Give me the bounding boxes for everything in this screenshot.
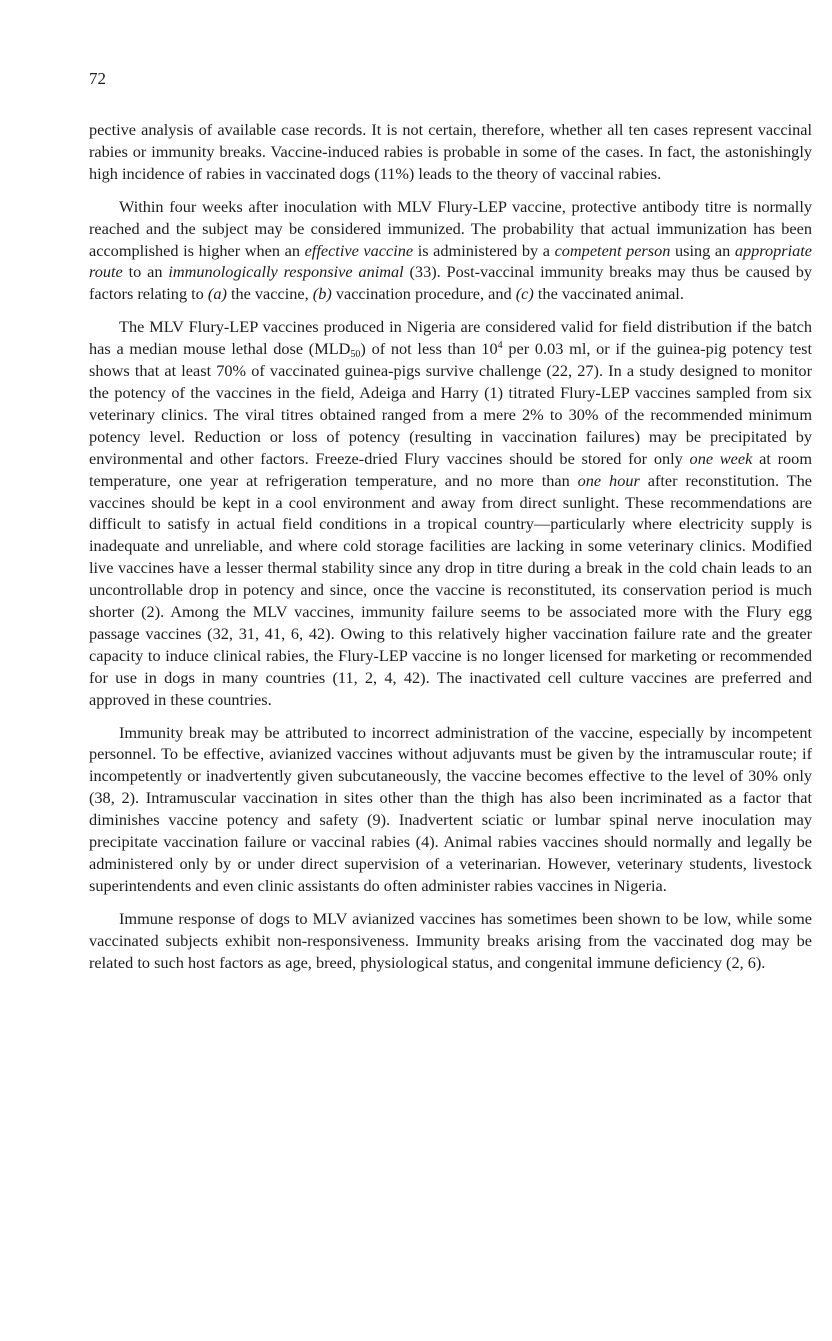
text-run: per 0.03 ml, or if the guinea-pig potency test shows that at least 70% of vaccinated guinea-pigs survive challenge (22, 27). In a study designed to monitor the potency of the vaccines in the field, Adeiga and Harry (1) titrated Flury-LEP vaccines sampled from six veterinary clinics. The viral titres obtained ranged from a mere 2% to 30% of the recommended minimum potency level. Reduction or loss of potency (resulting in vaccination failures) may be precipitated by environmental and other factors. Freeze-dried Flury vaccines should be stored for only — [89, 339, 813, 468]
text-run: (33). Post-vaccinal immunity breaks may thus be caused by factors relating to — [89, 262, 813, 304]
text-run: pective analysis of available case records. It is not certain, therefore, whether all ten cases represent vaccinal rabies or immunity breaks. Vaccine-induced rabies is probable in some of the cases. In fact, the astonishingly high incidence of rabies in vaccinated dogs (11%) leads to the theory of vaccinal rabies. — [89, 120, 812, 183]
text-run: using an — [670, 240, 735, 260]
text-run: Immune response of dogs to MLV avianized vaccines has sometimes been shown to be low, while some vaccinated subjects exhibit non-responsiveness. Immunity breaks arising from the vaccinated dog may be related to such host factors as age, breed, physiological status, and congenital immune deficiency (2, 6). — [89, 908, 812, 972]
paragraph — [89, 119, 812, 185]
italic-text: effective vaccine — [304, 240, 414, 260]
text-run: The MLV Flury-LEP vaccines produced in Nigeria are considered valid for field distribution if the batch has a median mouse lethal dose (MLD — [89, 317, 812, 359]
italic-text: appropriate route — [89, 240, 813, 282]
italic-text: competent person — [554, 240, 671, 260]
paragraph — [89, 196, 812, 306]
text-run: at room temperature, one year at refrigeration temperature, and no more than — [89, 448, 812, 490]
italic-text: (b) — [312, 284, 332, 304]
text-run: the vaccine, — [226, 284, 313, 304]
paragraph — [89, 316, 812, 710]
text-run: after reconstitution. The vaccines should be kept in a cool environment and away from direct sunlight. These recommendations are difficult to satisfy in actual field conditions in a tropical country—particularly where electricity supply is inadequate and unreliable, and where cold storage facilities are lacking in some veterinary clinics. Modified live vaccines have a lesser thermal stability since any drop in titre during a break in the cold chain leads to an uncontrollable drop in potency and since, once the vaccine is reconstituted, its conservation period is much shorter (2). Among the MLV vaccines, immunity failure seems to be associated more with the Flury egg passage vaccines (32, 31, 41, 6, 42). Owing to this relatively higher vaccination failure rate and the greater capacity to induce clinical rabies, the Flury-LEP vaccine is no longer licensed for marketing or recommended for use in dogs in many countries (11, 2, 4, 42). The inactivated cell culture vaccines are preferred and approved in these countries. — [89, 470, 812, 709]
paragraph — [89, 722, 812, 897]
text-run: ) of not less than 10 — [360, 339, 498, 359]
paragraph — [89, 908, 812, 974]
italic-text: one hour — [577, 470, 640, 490]
text-run: is administered by a — [413, 240, 555, 260]
text-run: the vaccinated animal. — [533, 284, 684, 304]
subscript: 50 — [350, 349, 361, 361]
text-run: Within four weeks after inoculation with MLV Flury-LEP vaccine, protective antibody titre is normally reached and the subject may be considered immunized. The probability that actual immunization has been accomplished is higher when an — [89, 196, 812, 260]
text-run: vaccination procedure, and — [331, 284, 516, 304]
superscript: 4 — [497, 340, 503, 352]
italic-text: (a) — [207, 284, 227, 304]
italic-text: immunologically responsive animal — [168, 262, 404, 282]
italic-text: one week — [689, 448, 753, 468]
text-run: Immunity break may be attributed to incorrect administration of the vaccine, especially by incompetent personnel. To be effective, avianized vaccines without adjuvants must be given by the intramuscular route; if incompetently or inadvertently given subcutaneously, the vaccine becomes effective to the level of 30% only (38, 2). Intramuscular vaccination in sites other than the thigh has also been incriminated as a factor that diminishes vaccine potency and safety (9). Inadvertent sciatic or lumbar spinal nerve inoculation may precipitate vaccination failure or vaccinal rabies (4). Animal rabies vaccines should normally and legally be administered only by or under direct supervision of a veterinarian. However, veterinary students, livestock superintendents and even clinic assistants do often administer rabies vaccines in Nigeria. — [89, 722, 812, 895]
page-number: 72 — [89, 69, 106, 88]
italic-text: (c) — [515, 284, 534, 304]
text-run: to an — [122, 262, 169, 282]
body-text — [89, 119, 812, 985]
